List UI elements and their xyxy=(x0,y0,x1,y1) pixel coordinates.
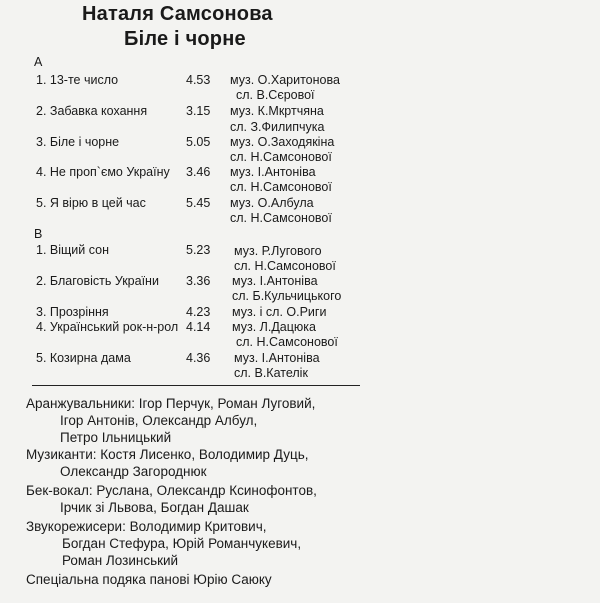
track-music-credit: муз. І.Антоніва xyxy=(234,351,320,365)
track-music-credit: муз. І.Антоніва xyxy=(232,274,318,288)
track-title: 3. Біле і чорне xyxy=(36,135,120,149)
arrangers-credit xyxy=(26,395,315,446)
backing-vocals-line: Ірчик зі Львова, Богдан Дашак xyxy=(60,500,249,515)
track-music-credit: муз. О.Албула xyxy=(230,196,314,210)
arrangers-line: Ігор Антонів, Олександр Албул, xyxy=(60,413,258,428)
track-duration: 4.23 xyxy=(186,305,211,319)
track-music-credit: муз. і сл. О.Риги xyxy=(232,305,327,319)
side-a-label: A xyxy=(34,55,43,69)
sound-engineers-line: Роман Лозинський xyxy=(62,553,179,568)
title-block xyxy=(82,2,332,52)
backing-vocals-credit xyxy=(26,482,317,516)
sound-engineers-credit xyxy=(26,518,301,569)
track-title: 4. Не проп`ємо Україну xyxy=(36,165,170,179)
musicians-line: Олександр Загороднюк xyxy=(60,464,207,479)
track-title: 5. Козирна дама xyxy=(36,351,131,365)
sound-engineers-line: Звукорежисери: Володимир Критович, xyxy=(26,519,267,534)
track-title: 3. Прозріння xyxy=(36,305,109,319)
track-title: 4. Український рок-н-рол xyxy=(36,320,179,334)
track-duration: 5.05 xyxy=(186,135,211,149)
track-music-credit: муз. К.Мкртчяна xyxy=(230,104,324,118)
track-lyrics-credit: сл. В.Кателік xyxy=(234,366,308,380)
track-title: 1. Віщий сон xyxy=(36,243,109,257)
side-b-label: B xyxy=(34,227,43,241)
track-lyrics-credit: сл. Н.Самсонової xyxy=(230,180,332,194)
track-duration: 3.15 xyxy=(186,104,211,118)
track-duration: 3.46 xyxy=(186,165,211,179)
track-lyrics-credit: сл. Н.Самсонової xyxy=(236,335,338,349)
album-title: Біле і чорне xyxy=(124,28,246,50)
track-music-credit: муз. І.Антоніва xyxy=(230,165,316,179)
track-duration: 5.45 xyxy=(186,196,211,210)
musicians-credit xyxy=(26,446,308,480)
track-music-credit: муз. Р.Лугового xyxy=(234,244,322,258)
track-title: 2. Благовість України xyxy=(36,274,159,288)
backing-vocals-line: Бек-вокал: Руслана, Олександр Ксинофонтов, xyxy=(26,483,317,498)
track-music-credit: муз. О.Заходякіна xyxy=(230,135,335,149)
track-title: 5. Я вірю в цей час xyxy=(36,196,146,210)
track-duration: 4.14 xyxy=(186,320,211,334)
track-lyrics-credit: сл. Н.Самсонової xyxy=(234,259,336,273)
track-duration: 4.53 xyxy=(186,73,211,87)
musicians-line: Музиканти: Костя Лисенко, Володимир Дуць, xyxy=(26,447,309,462)
track-music-credit: муз. О.Харитонова xyxy=(230,73,340,87)
special-thanks: Спеціальна подяка панові Юрію Саюку xyxy=(26,572,272,587)
track-music-credit: муз. Л.Дацюка xyxy=(232,320,316,334)
track-duration: 4.36 xyxy=(186,351,211,365)
track-lyrics-credit: сл. В.Сєрової xyxy=(236,88,315,102)
track-lyrics-credit: сл. Н.Самсонової xyxy=(230,211,332,225)
track-title: 1. 13-те число xyxy=(36,73,119,87)
section-divider xyxy=(32,385,360,386)
arrangers-line: Петро Ільницький xyxy=(60,430,172,445)
track-lyrics-credit: сл. Н.Самсонової xyxy=(230,150,332,164)
track-lyrics-credit: сл. Б.Кульчицького xyxy=(232,289,342,303)
track-duration: 3.36 xyxy=(186,274,211,288)
track-title: 2. Забавка кохання xyxy=(36,104,148,118)
sound-engineers-line: Богдан Стефура, Юрій Романчукевич, xyxy=(62,536,302,551)
artist-name: Наталя Самсонова xyxy=(82,3,273,25)
track-lyrics-credit: сл. З.Филипчука xyxy=(230,120,325,134)
track-duration: 5.23 xyxy=(186,243,211,257)
arrangers-line: Аранжувальники: Ігор Перчук, Роман Луговий, xyxy=(26,396,316,411)
